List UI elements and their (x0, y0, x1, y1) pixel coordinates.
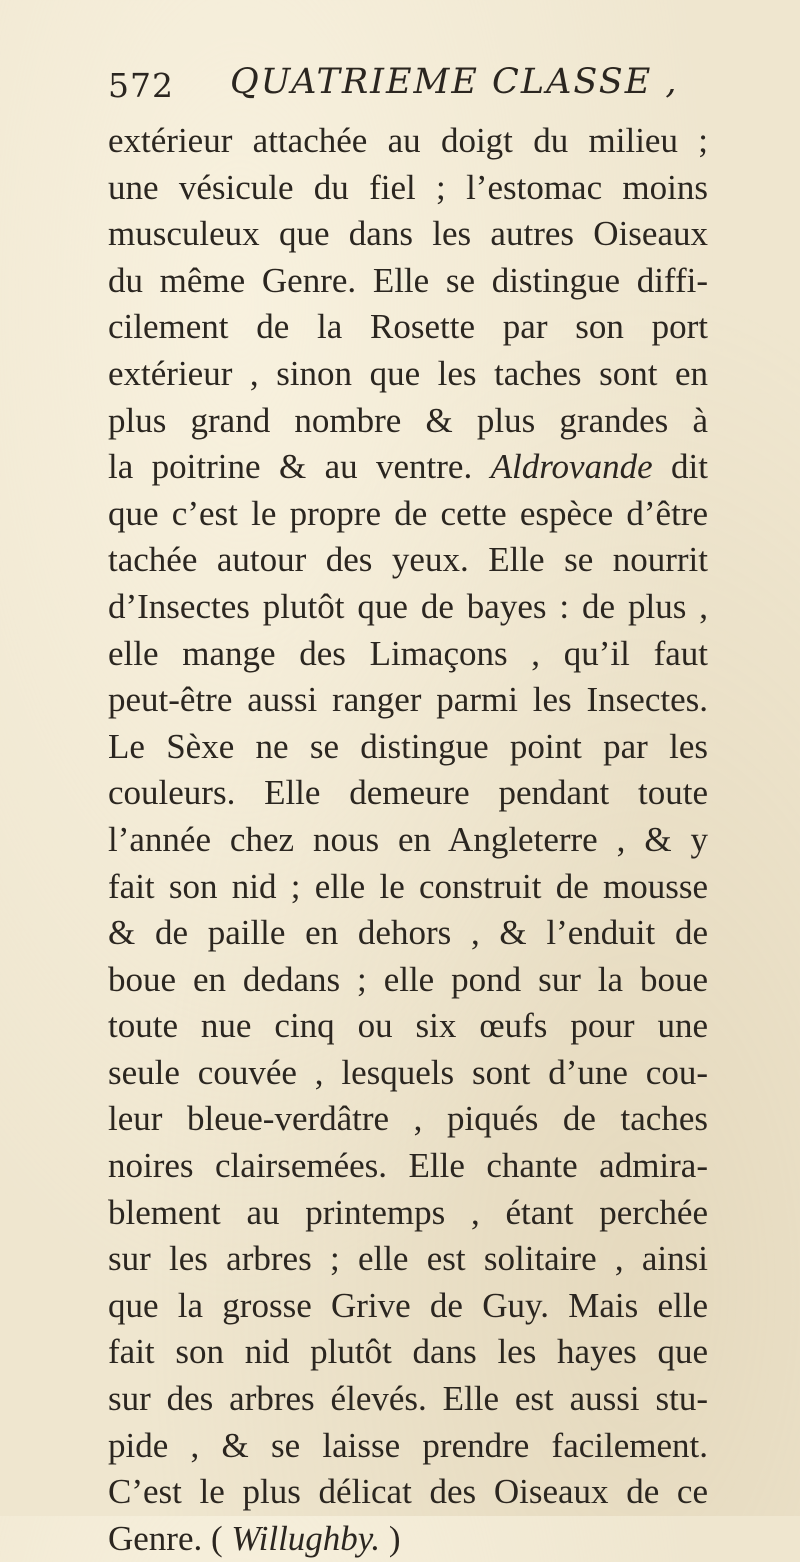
text-line (108, 1329, 708, 1376)
text-line (108, 677, 708, 724)
text-line (108, 910, 708, 957)
text-line (108, 584, 708, 631)
text-line (108, 1423, 708, 1470)
page-header (108, 58, 708, 118)
text-segment: que la grosse Grive de Guy. Mais elle (108, 1285, 708, 1325)
text-segment: seule couvée , lesquels sont d’une cou- (108, 1052, 708, 1092)
text-segment: une vésicule du fiel ; l’estomac moins (108, 167, 708, 207)
text-line (108, 398, 708, 445)
text-line (108, 1190, 708, 1237)
text-segment: pide , & se laisse prendre facilement. (108, 1425, 708, 1465)
text-segment: tachée autour des yeux. Elle se nourrit (108, 540, 708, 580)
text-segment: peut-être aussi ranger parmi les Insectes. (108, 680, 708, 720)
text-segment: sur des arbres élevés. Elle est aussi stu- (108, 1379, 708, 1419)
text-line (108, 1143, 708, 1190)
italic-name: Willughby. (231, 1518, 381, 1558)
text-segment: leur bleue-verdâtre , piqués de taches (108, 1099, 708, 1139)
italic-name: Aldrovande (490, 447, 653, 487)
text-line (108, 1003, 708, 1050)
text-segment: fait son nid ; elle le construit de mousse (108, 866, 708, 906)
text-segment: fait son nid plutôt dans les hayes que (108, 1332, 708, 1372)
text-segment: sur les arbres ; elle est solitaire , ainsi (108, 1239, 708, 1279)
text-line (108, 1376, 708, 1423)
text-line (108, 1516, 708, 1562)
text-segment: noires clairsemées. Elle chante admira- (108, 1146, 708, 1186)
text-segment: elle mange des Limaçons , qu’il faut (108, 633, 708, 673)
text-segment: ) (380, 1518, 401, 1558)
text-segment: Le Sèxe ne se distingue point par les (108, 726, 708, 766)
body-text (108, 118, 708, 1562)
text-segment: extérieur attachée au doigt du milieu ; (108, 121, 708, 160)
text-line (108, 957, 708, 1004)
text-line (108, 165, 708, 212)
text-segment: du même Genre. Elle se distingue diffi- (108, 260, 708, 300)
text-segment: cilement de la Rosette par son port (108, 307, 708, 347)
text-line (108, 537, 708, 584)
text-segment: plus grand nombre & plus grandes à (108, 400, 708, 440)
text-line (108, 211, 708, 258)
text-line (108, 864, 708, 911)
text-segment: extérieur , sinon que les taches sont en (108, 353, 708, 393)
text-segment: boue en dedans ; elle pond sur la boue (108, 959, 708, 999)
text-segment: dit (652, 447, 708, 487)
text-segment: & de paille en dehors , & l’enduit de (108, 913, 708, 953)
text-segment: toute nue cinq ou six œufs pour une (108, 1006, 708, 1046)
text-line (108, 491, 708, 538)
text-line (108, 351, 708, 398)
text-line (108, 258, 708, 305)
text-line (108, 1096, 708, 1143)
text-segment: que c’est le propre de cette espèce d’être (108, 493, 708, 533)
text-segment: d’Insectes plutôt que de bayes : de plus , (108, 586, 708, 626)
text-segment: l’année chez nous en Angleterre , & y (108, 819, 708, 859)
text-line (108, 1236, 708, 1283)
text-segment: musculeux que dans les autres Oiseaux (108, 214, 708, 254)
text-line (108, 724, 708, 771)
running-head: QUATRIEME CLASSE , (230, 62, 679, 102)
text-line (108, 118, 708, 165)
text-line (108, 770, 708, 817)
text-line (108, 304, 708, 351)
text-line (108, 1283, 708, 1330)
text-line (108, 817, 708, 864)
text-line (108, 631, 708, 678)
page-number: 572 (108, 66, 174, 105)
text-segment: Genre. ( (108, 1518, 232, 1558)
text-segment: la poitrine & au ventre. (108, 447, 491, 487)
text-line (108, 1050, 708, 1097)
text-line (108, 1469, 708, 1516)
text-segment: blement au printemps , étant perchée (108, 1192, 708, 1232)
text-line (108, 444, 708, 491)
text-segment: C’est le plus délicat des Oiseaux de ce (108, 1472, 708, 1512)
text-segment: couleurs. Elle demeure pendant toute (108, 773, 708, 813)
